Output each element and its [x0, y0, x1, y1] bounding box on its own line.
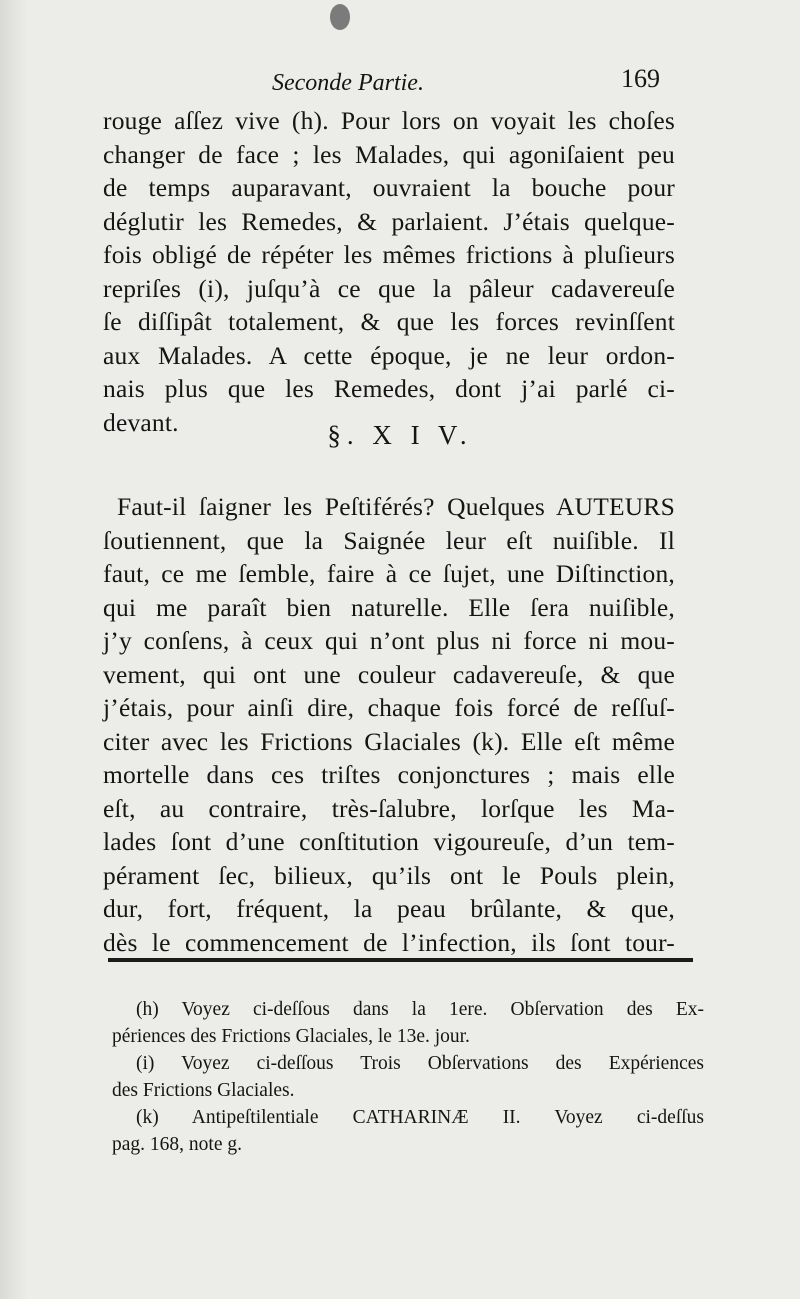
running-title: Seconde Partie.: [272, 70, 424, 96]
text-line: dur, fort, fréquent, la peau brûlante, & que,: [103, 894, 675, 923]
text-line: mortelle dans ces triſtes conjonctures ; mais elle: [103, 760, 675, 789]
ink-blot-mark: [330, 4, 350, 30]
section-heading: §. X I V.: [327, 420, 473, 450]
footnote-line: périences des Frictions Glaciales, le 13e. jour.: [112, 1026, 470, 1047]
page-number: 169: [621, 64, 660, 93]
footnote-h: [112, 996, 704, 1050]
text-line: déglutir les Remedes, & parlaient. J’étais quelque-: [103, 206, 675, 236]
footnote-line: pag. 168, note g.: [112, 1134, 242, 1155]
footnote-separator-rule: [108, 958, 693, 962]
paragraph-1: [103, 104, 675, 439]
text-line: nais plus que les Remedes, dont j’ai parlé ci-: [103, 374, 675, 403]
text-line: citer avec les Frictions Glaciales (k). Elle eſt même: [103, 726, 675, 756]
footnotes: [112, 996, 704, 1158]
text-line: j’y conſens, à ceux qui n’ont plus ni force ni mou-: [103, 626, 675, 655]
text-line: pérament ſec, bilieux, qu’ils ont le Pouls plein,: [103, 860, 675, 890]
text-line: aux Malades. A cette époque, je ne leur ordon-: [103, 340, 675, 370]
text-line: faut, ce me ſemble, faire à ce ſujet, une Diſtinction,: [103, 559, 675, 588]
text-line: lades ſont d’une conſtitution vigoureuſe, d’un tem-: [103, 827, 675, 856]
text-line: ſoutiennent, que la Saignée leur eſt nuiſible. Il: [103, 525, 675, 555]
text-line: j’étais, pour ainſi dire, chaque fois forcé de reſſuſ-: [103, 693, 675, 722]
text-line: vement, qui ont une couleur cadavereuſe, & que: [103, 659, 675, 689]
footnote-k: [112, 1104, 704, 1158]
page-gutter-shadow: [0, 0, 28, 1299]
text-line: rouge aſſez vive (h). Pour lors on voyait les choſes: [103, 106, 675, 135]
footnote-line: (k) Antipeſtilentiale CATHARINÆ II. Voyez ci-deſſus: [136, 1107, 704, 1128]
footnote-i: [112, 1050, 704, 1104]
text-line: fois obligé de répéter les mêmes frictions à pluſieurs: [103, 240, 675, 269]
paragraph-2: [103, 490, 675, 959]
text-line: eſt, au contraire, très-ſalubre, lorſque les Ma-: [103, 793, 675, 823]
text-line: repriſes (i), juſqu’à ce que la pâleur cadavereuſe: [103, 273, 675, 303]
text-line: changer de face ; les Malades, qui agoniſaient peu: [103, 139, 675, 169]
footnote-line: (h) Voyez ci-deſſous dans la 1ere. Obſervation des Ex-: [136, 999, 704, 1020]
running-head: [100, 62, 660, 102]
text-line: Faut-il ſaigner les Peſtiférés? Quelques AUTEURS: [117, 492, 675, 521]
text-line: de temps auparavant, ouvraient la bouche pour: [103, 173, 675, 202]
text-line: qui me paraît bien naturelle. Elle ſera nuiſible,: [103, 592, 675, 622]
footnote-line: (i) Voyez ci-deſſous Trois Obſervations des Expériences: [136, 1053, 704, 1074]
footnote-line: des Frictions Glaciales.: [112, 1080, 295, 1101]
text-line: devant.: [103, 407, 179, 437]
text-line: ſe diſſipât totalement, & que les forces revinſſent: [103, 307, 675, 336]
text-line: dès le commencement de l’infection, ils ſont tour-: [103, 927, 675, 957]
